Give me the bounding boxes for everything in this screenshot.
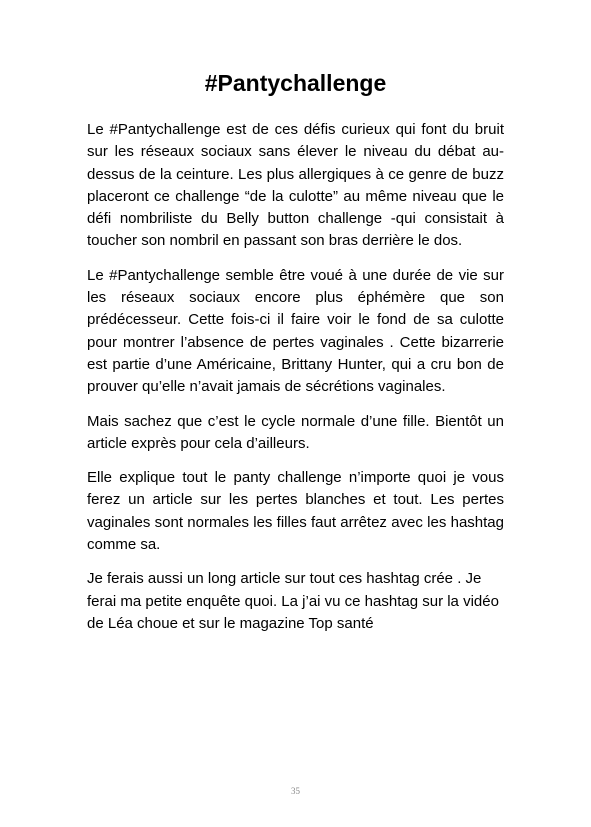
paragraph-5: Je ferais aussi un long article sur tout ces hashtag crée . Je ferai ma petite enquête quoi. La j’ai vu ce hashtag sur la vidéo de Léa choue et sur le magazine Top santé: [87, 570, 499, 632]
page-title: #Pantychallenge: [204, 70, 387, 96]
paragraph-2: Le #Pantychallenge semble être voué à une durée de vie sur les réseaux sociaux encore plus éphémère que son prédécesseur. Cette fois-ci il faire voir le fond de sa culotte pour montrer l’absence de pertes vaginales . Cette bizarrerie est partie d’une Américaine, Brittany Hunter, qui a cru bon de prouver qu’elle n’avait jamais de sécrétions vaginales.: [87, 266, 504, 396]
paragraph-1: Le #Pantychallenge est de ces défis curieux qui font du bruit sur les réseaux sociaux sans élever le niveau du débat au-dessus de la ceinture. Les plus allergiques à ce genre de buzz placeront ce challenge “de la culotte” au même niveau que le défi nombriliste du Belly button challenge -qui consistait à toucher son nombril en passant son bras derrière le dos.: [87, 121, 504, 250]
paragraph-3: Mais sachez que c’est le cycle normale d’une fille. Bientôt un article exprès pour cela d’ailleurs.: [87, 412, 504, 452]
page-number: 35: [291, 786, 300, 796]
paragraph-4: Elle explique tout le panty challenge n’importe quoi je vous ferez un article sur les pertes blanches et tout. Les pertes vaginales sont normales les filles faut arrêtez avec les hashtag comme sa.: [87, 469, 504, 554]
article-body: [87, 119, 504, 647]
